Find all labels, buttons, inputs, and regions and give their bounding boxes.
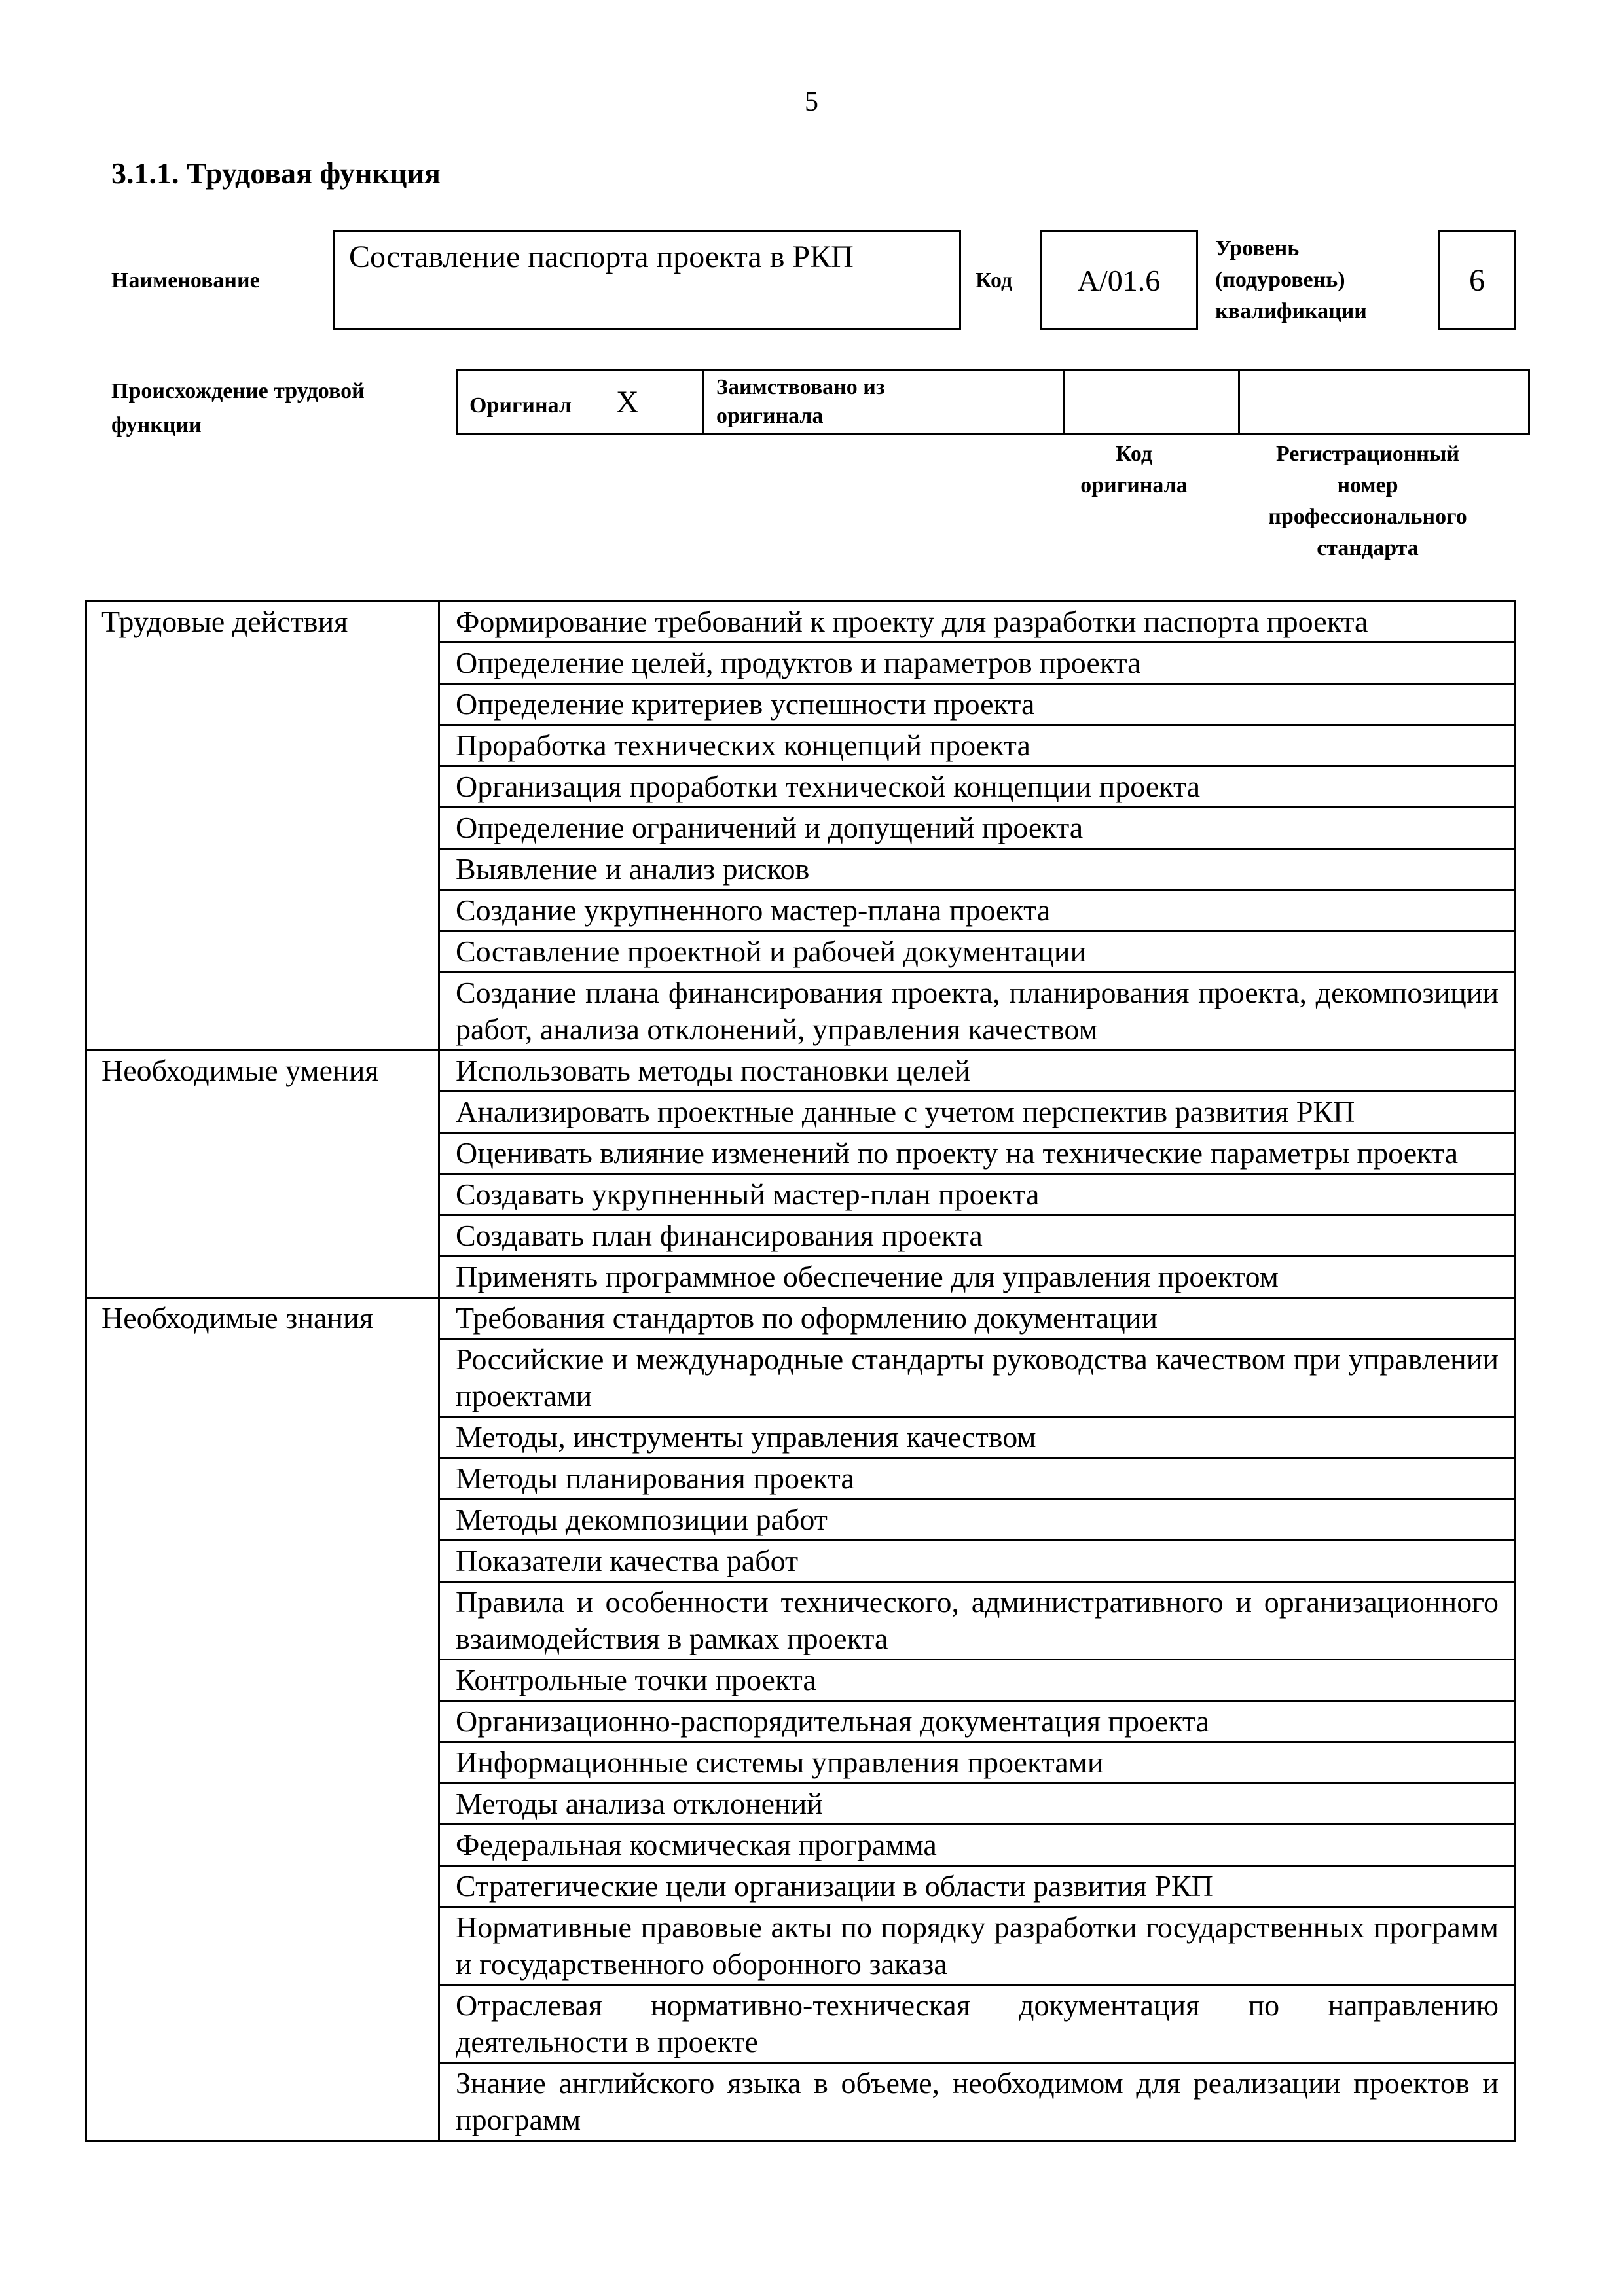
code-value-box: A/01.6 <box>1040 230 1198 330</box>
borrowed-cell <box>704 370 1065 434</box>
origin-label-line: функции <box>111 413 202 437</box>
origin-label <box>111 374 365 442</box>
name-label: Наименование <box>111 268 260 293</box>
code-label: Код <box>976 268 1013 293</box>
name-value-box: Составление паспорта проекта в РКП <box>333 230 961 330</box>
section-item: Федеральная космическая программа <box>439 1825 1516 1866</box>
section-item: Требования стандартов по оформлению документации <box>439 1298 1516 1339</box>
section-title-required-skills: Необходимые умения <box>86 1050 439 1298</box>
page-number: 5 <box>805 87 818 117</box>
section-item: Организационно-распорядительная документация проекта <box>439 1701 1516 1742</box>
section-item: Создавать план финансирования проекта <box>439 1215 1516 1257</box>
section-item: Правила и особенности технического, административного и организационного взаимодействия в рамках проекта <box>439 1582 1516 1660</box>
caption-line: Регистрационный <box>1275 442 1460 466</box>
section-title: 3.1.1. Трудовая функция <box>111 156 441 190</box>
caption-line: Код <box>1115 442 1153 466</box>
origin-table <box>456 369 1530 435</box>
section-item: Определение целей, продуктов и параметров проекта <box>439 643 1516 684</box>
section-item: Организация проработки технической концепции проекта <box>439 766 1516 808</box>
section-item: Определение критериев успешности проекта <box>439 684 1516 725</box>
section-item: Оценивать влияние изменений по проекту на технические параметры проекта <box>439 1133 1516 1174</box>
level-label-line: Уровень <box>1215 236 1300 260</box>
section-item: Методы декомпозиции работ <box>439 1499 1516 1541</box>
section-title-required-knowledge: Необходимые знания <box>86 1298 439 2141</box>
table-row <box>86 601 1516 643</box>
original-code-caption <box>1048 439 1220 501</box>
table-row <box>86 1298 1516 1339</box>
section-item: Составление проектной и рабочей документации <box>439 931 1516 973</box>
section-item: Отраслевая нормативно-техническая документация по направлению деятельности в проекте <box>439 1985 1516 2063</box>
level-label-line: (подуровень) <box>1215 268 1345 292</box>
section-item: Знание английского языка в объеме, необходимом для реализации проектов и программ <box>439 2063 1516 2141</box>
level-label <box>1215 233 1367 327</box>
section-item: Контрольные точки проекта <box>439 1660 1516 1701</box>
section-item: Выявление и анализ рисков <box>439 849 1516 890</box>
section-item: Информационные системы управления проектами <box>439 1742 1516 1784</box>
caption-line: стандарта <box>1317 536 1419 560</box>
section-item: Формирование требований к проекту для разработки паспорта проекта <box>439 601 1516 643</box>
original-label: Оригинал <box>469 393 572 418</box>
origin-label-line: Происхождение трудовой <box>111 379 365 403</box>
section-item: Методы анализа отклонений <box>439 1784 1516 1825</box>
level-label-line: квалификации <box>1215 299 1367 323</box>
registration-number-caption <box>1222 439 1514 564</box>
table-row <box>86 1050 1516 1092</box>
original-mark: X <box>615 384 639 420</box>
caption-line: номер <box>1337 473 1398 497</box>
borrowed-label-line: оригинала <box>716 404 824 428</box>
borrowed-label-line: Заимствовано из <box>716 375 885 399</box>
caption-line: профессионального <box>1268 505 1467 529</box>
section-item: Создание плана финансирования проекта, планирования проекта, декомпозиции работ, анализа отклонений, управления качеством <box>439 973 1516 1050</box>
section-item: Определение ограничений и допущений проекта <box>439 808 1516 849</box>
section-item: Российские и международные стандарты руководства качеством при управлении проектами <box>439 1339 1516 1417</box>
section-item: Методы планирования проекта <box>439 1458 1516 1499</box>
section-item: Стратегические цели организации в области развития РКП <box>439 1866 1516 1907</box>
section-item: Применять программное обеспечение для управления проектом <box>439 1257 1516 1298</box>
section-item: Нормативные правовые акты по порядку разработки государственных программ и государственного оборонного заказа <box>439 1907 1516 1985</box>
section-title-labor-actions: Трудовые действия <box>86 601 439 1050</box>
section-item: Анализировать проектные данные с учетом перспектив развития РКП <box>439 1092 1516 1133</box>
registration-number-cell <box>1239 370 1529 434</box>
section-item: Создание укрупненного мастер-плана проекта <box>439 890 1516 931</box>
function-details-table <box>85 600 1516 2142</box>
section-item: Методы, инструменты управления качеством <box>439 1417 1516 1458</box>
original-code-cell <box>1065 370 1239 434</box>
section-item: Использовать методы постановки целей <box>439 1050 1516 1092</box>
section-item: Создавать укрупненный мастер-план проекта <box>439 1174 1516 1215</box>
section-item: Проработка технических концепций проекта <box>439 725 1516 766</box>
level-value-box: 6 <box>1438 230 1516 330</box>
original-cell <box>457 370 704 434</box>
section-item: Показатели качества работ <box>439 1541 1516 1582</box>
caption-line: оригинала <box>1080 473 1188 497</box>
